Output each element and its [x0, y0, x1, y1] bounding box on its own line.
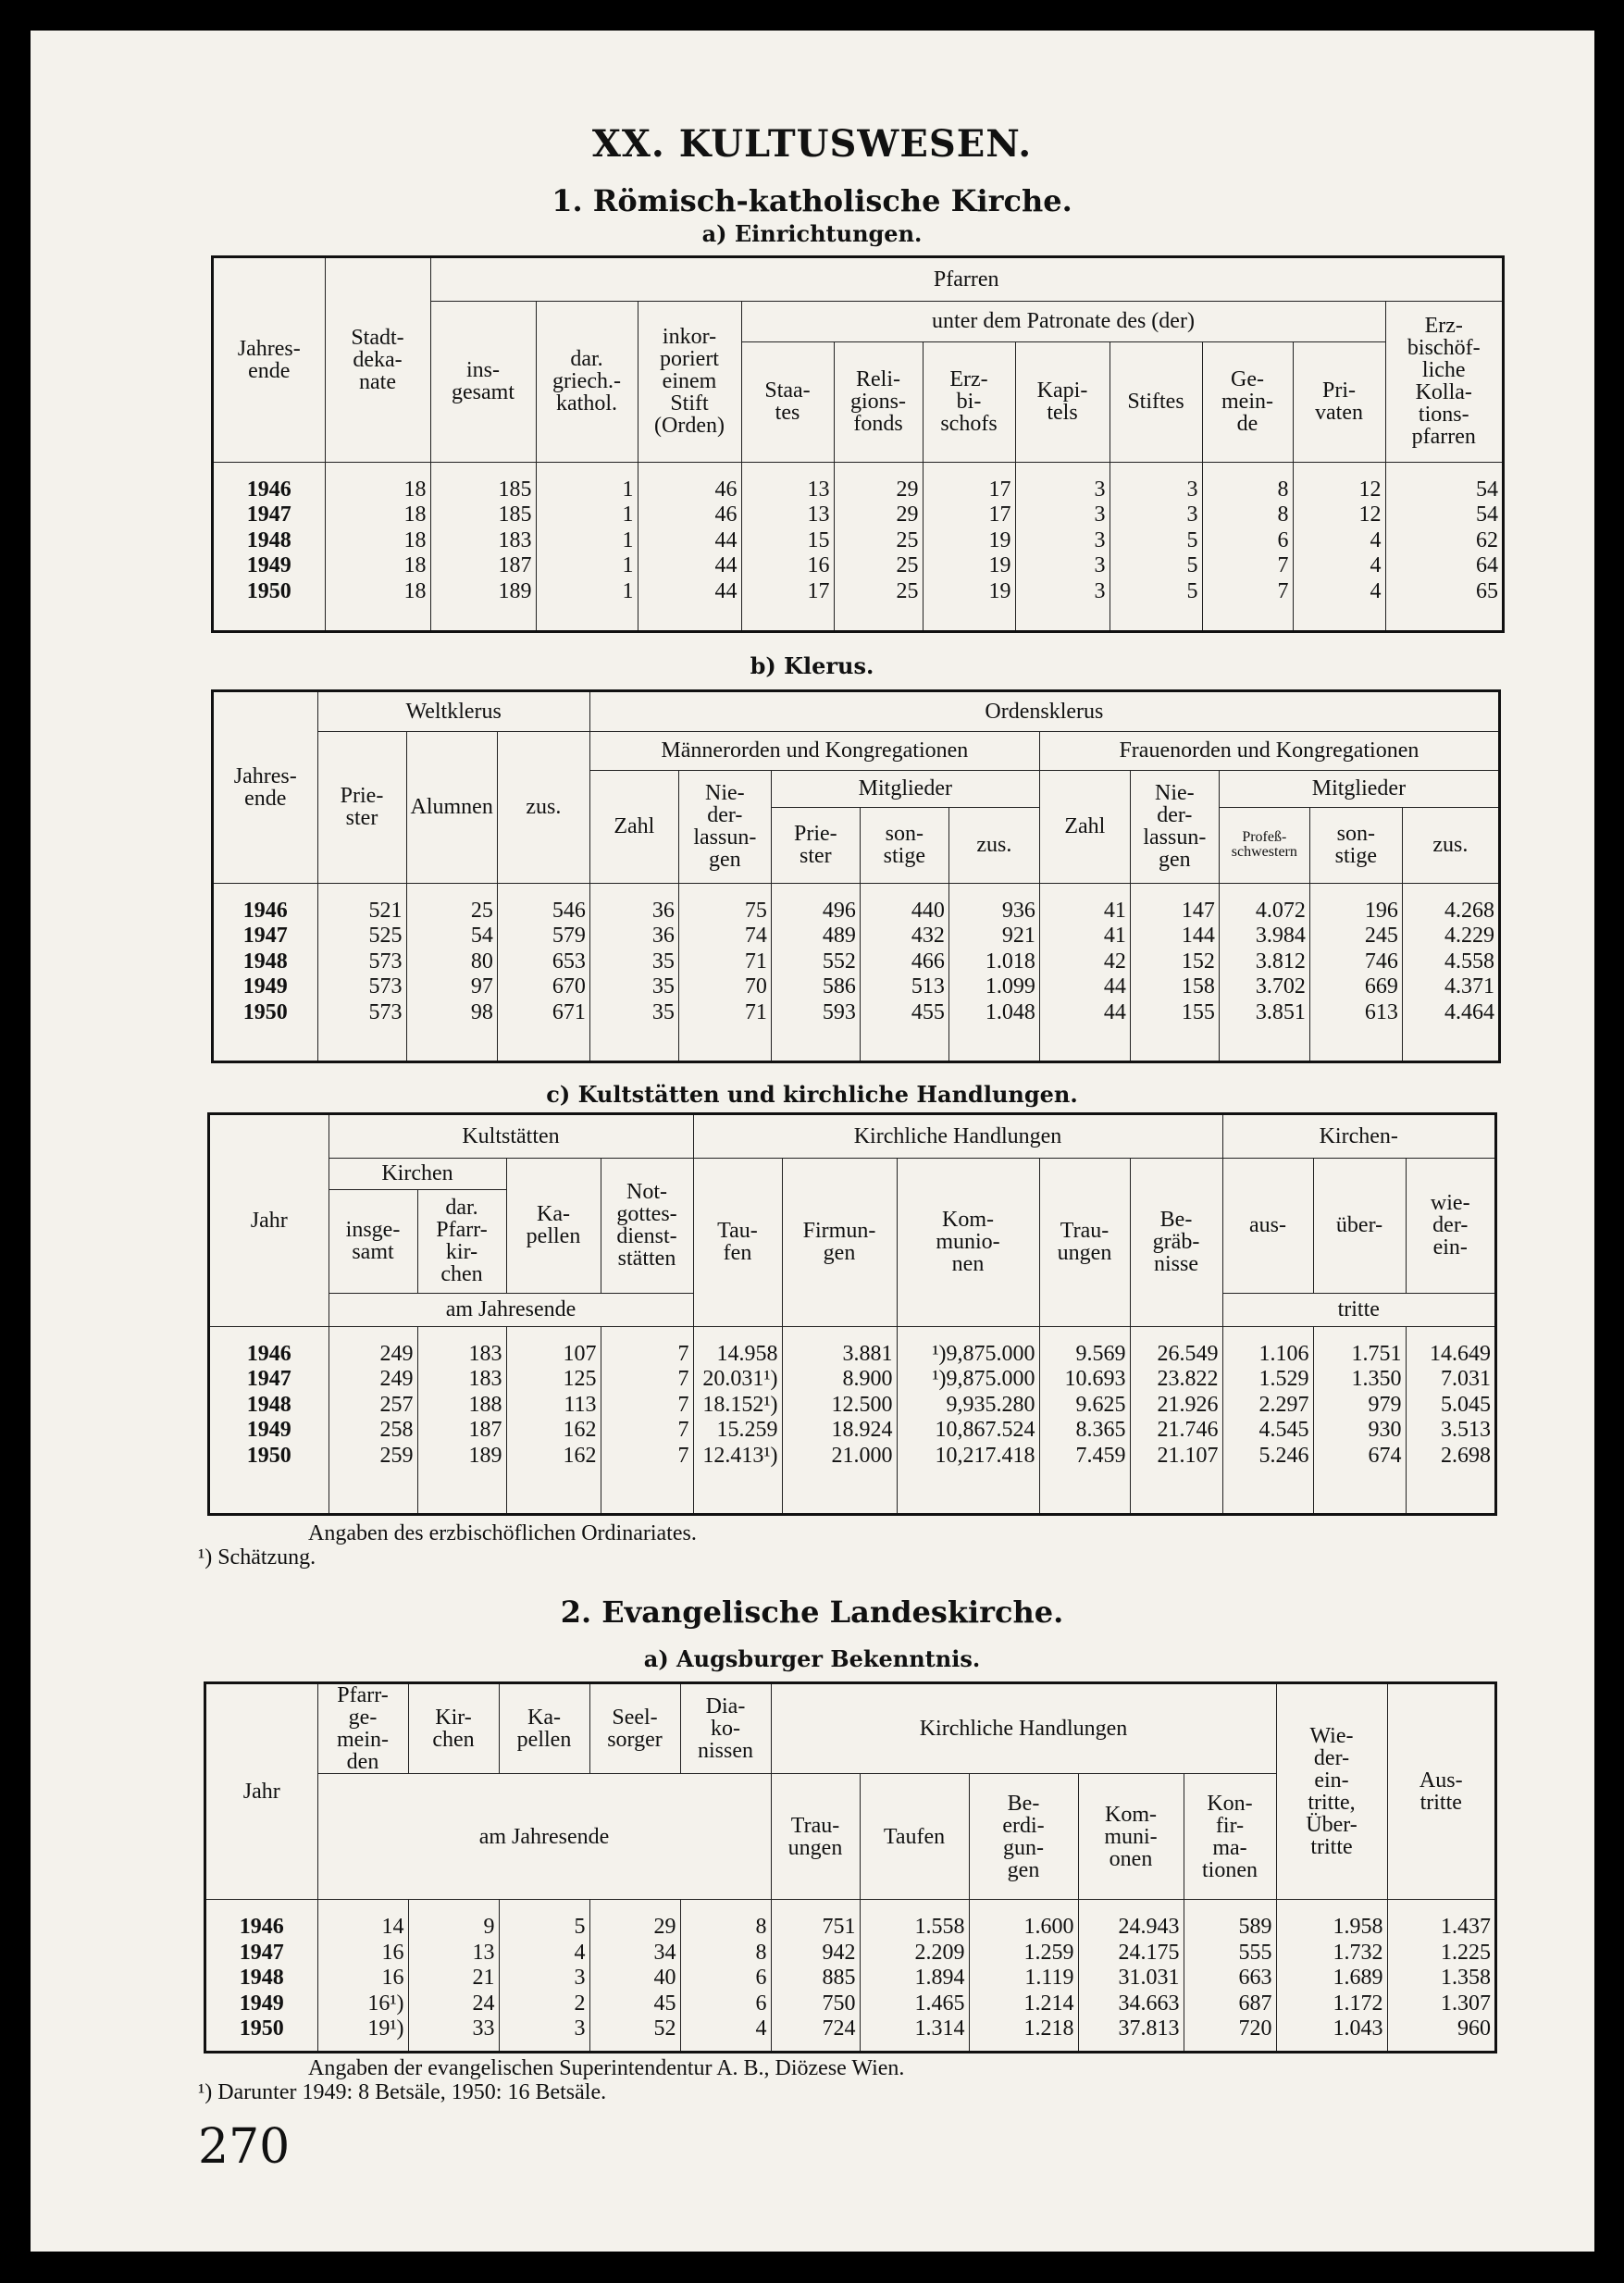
data-cell: 589 555 663 687 720: [1184, 1900, 1276, 2052]
col-beerdigungen: Be- erdi- gun- gen: [969, 1774, 1078, 1900]
table-klerus: [211, 689, 1501, 1063]
data-cell: 147 144 152 158 155: [1130, 883, 1219, 1061]
year-cell: 1946 1947 1948 1949 1950: [214, 462, 325, 630]
col-ordensklerus: Ordensklerus: [589, 692, 1498, 731]
data-cell: 14.958 20.031¹) 18.152¹) 15.259 12.413¹): [693, 1326, 782, 1513]
table-d-subtitle: a) Augsburger Bekenntnis.: [643, 1645, 981, 1672]
col-m-zahl: Zahl: [589, 770, 678, 883]
col-am-jahresende: am Jahresende: [317, 1774, 771, 1900]
col-f-zus: zus.: [1402, 807, 1498, 883]
table-c-subtitle: c) Kultstätten und kirchliche Handlungen.: [546, 1081, 1078, 1108]
data-cell: 26.549 23.822 21.926 21.746 21.107: [1130, 1326, 1222, 1513]
col-professschwestern: Profeß- schwestern: [1219, 807, 1309, 883]
col-notgottesdienst: Not- gottes- dienst- stätten: [601, 1158, 693, 1293]
col-alumnen: Alumnen: [406, 731, 497, 883]
data-cell: 41 41 42 44 44: [1039, 883, 1130, 1061]
col-kapitels: Kapi- tels: [1015, 341, 1110, 462]
col-taufen: Taufen: [860, 1774, 969, 1900]
col-inkorporiert: inkor- poriert einem Stift (Orden): [638, 301, 741, 462]
col-kollationspfarren: Erz- bischöf- liche Kolla- tions- pfarren: [1385, 301, 1502, 462]
col-kirchliche-handlungen: Kirchliche Handlungen: [693, 1115, 1222, 1158]
data-cell: 936 921 1.018 1.099 1.048: [948, 883, 1039, 1061]
col-begraebnisse: Be- gräb- nisse: [1130, 1158, 1222, 1326]
col-kirchen: Kir- chen: [408, 1684, 499, 1774]
data-cell: 183 183 188 187 189: [417, 1326, 506, 1513]
data-cell: 1.558 2.209 1.894 1.465 1.314: [860, 1900, 969, 2052]
col-trauungen: Trau- ungen: [1039, 1158, 1130, 1326]
data-cell: 440 432 466 513 455: [860, 883, 948, 1061]
table-d-source-note: Angaben der evangelischen Superintendentur A. B., Diözese Wien.: [308, 2056, 905, 2080]
table-augsburger-bekenntnis: [204, 1681, 1497, 2053]
data-cell: 29 34 40 45 52: [589, 1900, 680, 2052]
col-diakonissen: Dia- ko- nissen: [680, 1684, 771, 1774]
data-cell: 249 249 257 258 259: [329, 1326, 417, 1513]
col-stiftes: Stiftes: [1110, 341, 1202, 462]
data-cell: 1.106 1.529 2.297 4.545 5.246: [1222, 1326, 1313, 1513]
col-seelsorger: Seel- sorger: [589, 1684, 680, 1774]
col-wiedereintritte: Wie- der- ein- tritte, Über- tritte: [1276, 1684, 1387, 1900]
col-unter-patronate: unter dem Patronate des (der): [741, 301, 1385, 341]
col-maennerorden: Männerorden und Kongregationen: [589, 731, 1039, 770]
col-religionsfonds: Reli- gions- fonds: [834, 341, 923, 462]
data-cell: 54 54 62 64 65: [1385, 462, 1502, 630]
col-f-niederlassungen: Nie- der- lassun- gen: [1130, 770, 1219, 883]
col-welt-priester: Prie- ster: [317, 731, 406, 883]
col-kommunionen: Kom- munio- nen: [897, 1158, 1039, 1326]
col-welt-zus: zus.: [497, 731, 589, 883]
col-jahresende: Jahres- ende: [214, 692, 317, 883]
col-kultstaetten: Kultstätten: [329, 1115, 693, 1158]
data-cell: 496 489 552 586 593: [771, 883, 860, 1061]
table-c-source-note: Angaben des erzbischöflichen Ordinariates.: [308, 1521, 697, 1545]
col-firmungen: Firmun- gen: [782, 1158, 897, 1326]
col-jahr: Jahr: [210, 1115, 329, 1326]
data-cell: 5 4 3 2 3: [499, 1900, 589, 2052]
col-f-sonstige: son- stige: [1309, 807, 1402, 883]
col-gemeinde: Ge- mein- de: [1202, 341, 1293, 462]
data-cell: 7 7 7 7 7: [601, 1326, 693, 1513]
table-kultstaetten: [207, 1112, 1497, 1516]
col-f-zahl: Zahl: [1039, 770, 1130, 883]
data-cell: 1.751 1.350 979 930 674: [1313, 1326, 1406, 1513]
col-austritte: aus-: [1222, 1158, 1313, 1293]
col-wiedereintritte: wie- der- ein-: [1406, 1158, 1494, 1293]
col-staates: Staa- tes: [741, 341, 834, 462]
col-kirchen: Kirchen: [329, 1158, 506, 1189]
data-cell: 1.437 1.225 1.358 1.307 960: [1387, 1900, 1494, 2052]
data-cell: 24.943 24.175 31.031 34.663 37.813: [1078, 1900, 1184, 2052]
data-cell: 17 17 19 19 19: [923, 462, 1015, 630]
col-trauungen: Trau- ungen: [771, 1774, 860, 1900]
col-taufen: Tau- fen: [693, 1158, 782, 1326]
data-cell: 14 16 16 16¹) 19¹): [317, 1900, 408, 2052]
data-cell: 546 579 653 670 671: [497, 883, 589, 1061]
data-cell: 46 46 44 44 44: [638, 462, 741, 630]
col-konfirmationen: Kon- fir- ma- tionen: [1184, 1774, 1276, 1900]
data-cell: 3.881 8.900 12.500 18.924 21.000: [782, 1326, 897, 1513]
col-stadtdekanate: Stadt- deka- nate: [325, 258, 430, 462]
data-cell: 14.649 7.031 5.045 3.513 2.698: [1406, 1326, 1494, 1513]
col-jahresende: Jahres- ende: [214, 258, 325, 462]
col-uebertritte: über-: [1313, 1158, 1406, 1293]
data-cell: 29 29 25 25 25: [834, 462, 923, 630]
col-privaten: Pri- vaten: [1293, 341, 1385, 462]
data-cell: 3 3 5 5 5: [1110, 462, 1202, 630]
table-d-footnote: ¹) Darunter 1949: 8 Betsäle, 1950: 16 Betsäle.: [198, 2080, 607, 2104]
data-cell: 18 18 18 18 18: [325, 462, 430, 630]
year-cell: 1946 1947 1948 1949 1950: [214, 883, 317, 1061]
section2-title: 2. Evangelische Landeskirche.: [560, 1594, 1064, 1630]
col-jahr: Jahr: [206, 1684, 317, 1900]
data-cell: 196 245 746 669 613: [1309, 883, 1402, 1061]
table-einrichtungen: [211, 255, 1505, 633]
page-number: 270: [198, 2119, 291, 2175]
data-cell: 25 54 80 97 98: [406, 883, 497, 1061]
year-cell: 1946 1947 1948 1949 1950: [210, 1326, 329, 1513]
data-cell: 1.600 1.259 1.119 1.214 1.218: [969, 1900, 1078, 2052]
data-cell: 4.072 3.984 3.812 3.702 3.851: [1219, 883, 1309, 1061]
col-kirchen-insgesamt: insge- samt: [329, 1189, 417, 1293]
data-cell: 36 36 35 35 35: [589, 883, 678, 1061]
data-cell: 751 942 885 750 724: [771, 1900, 860, 2052]
data-cell: 12 12 4 4 4: [1293, 462, 1385, 630]
col-kapellen: Ka- pellen: [499, 1684, 589, 1774]
col-m-sonstige: son- stige: [860, 807, 948, 883]
data-cell: 75 74 71 70 71: [678, 883, 771, 1061]
data-cell: 3 3 3 3 3: [1015, 462, 1110, 630]
table-b-subtitle: b) Klerus.: [750, 652, 874, 679]
data-cell: ¹)9,875.000 ¹)9,875.000 9,935.280 10,867.524 10,217.418: [897, 1326, 1039, 1513]
data-cell: 4.268 4.229 4.558 4.371 4.464: [1402, 883, 1498, 1061]
col-kapellen: Ka- pellen: [506, 1158, 601, 1293]
data-cell: 13 13 15 16 17: [741, 462, 834, 630]
data-cell: 521 525 573 573 573: [317, 883, 406, 1061]
data-cell: 1 1 1 1 1: [536, 462, 638, 630]
col-insgesamt: ins- gesamt: [430, 301, 536, 462]
page-title: XX. KULTUSWESEN.: [591, 122, 1033, 166]
col-weltklerus: Weltklerus: [317, 692, 589, 731]
data-cell: 8 8 6 7 7: [1202, 462, 1293, 630]
data-cell: 1.958 1.732 1.689 1.172 1.043: [1276, 1900, 1387, 2052]
data-cell: 8 8 6 6 4: [680, 1900, 771, 2052]
col-m-niederlassungen: Nie- der- lassun- gen: [678, 770, 771, 883]
col-griech-kathol: dar. griech.- kathol.: [536, 301, 638, 462]
data-cell: 107 125 113 162 162: [506, 1326, 601, 1513]
col-austritte: Aus- tritte: [1387, 1684, 1494, 1900]
section1-title: 1. Römisch-katholische Kirche.: [552, 183, 1072, 218]
col-frauenorden: Frauenorden und Kongregationen: [1039, 731, 1498, 770]
data-cell: 185 185 183 187 189: [430, 462, 536, 630]
year-cell: 1946 1947 1948 1949 1950: [206, 1900, 317, 2052]
col-erzbischofs: Erz- bi- schofs: [923, 341, 1015, 462]
col-m-zus: zus.: [948, 807, 1039, 883]
col-m-mitglieder: Mitglieder: [771, 770, 1039, 807]
col-f-mitglieder: Mitglieder: [1219, 770, 1498, 807]
col-pfarrgemeinden: Pfarr- ge- mein- den: [317, 1684, 408, 1774]
data-cell: 9 13 21 24 33: [408, 1900, 499, 2052]
data-cell: 9.569 10.693 9.625 8.365 7.459: [1039, 1326, 1130, 1513]
col-pfarren: Pfarren: [430, 258, 1502, 301]
table-a-subtitle: a) Einrichtungen.: [701, 220, 923, 247]
col-kirchliche-handlungen: Kirchliche Handlungen: [771, 1684, 1276, 1774]
col-kirchen-tritte: Kirchen-: [1222, 1115, 1494, 1158]
col-am-jahresende: am Jahresende: [329, 1293, 693, 1326]
table-c-footnote: ¹) Schätzung.: [198, 1545, 316, 1570]
col-pfarrkirchen: dar. Pfarr- kir- chen: [417, 1189, 506, 1293]
col-m-priester: Prie- ster: [771, 807, 860, 883]
col-kommunionen: Kom- muni- onen: [1078, 1774, 1184, 1900]
col-tritte: tritte: [1222, 1293, 1494, 1326]
